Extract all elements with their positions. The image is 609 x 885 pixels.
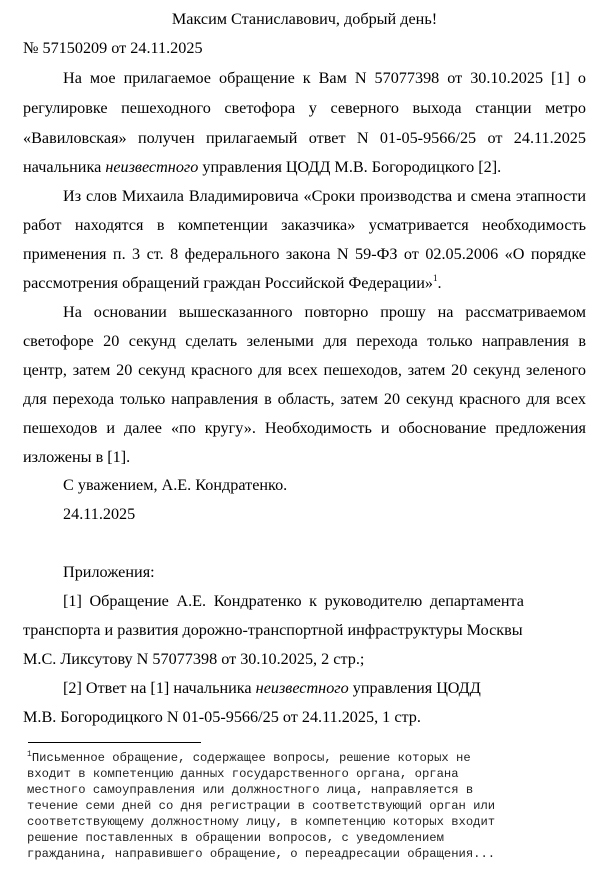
para1-italic-word: неизвестного xyxy=(105,158,199,176)
greeting: Максим Станиславович, добрый день! xyxy=(171,10,438,28)
footnote-line: соответствующему должностному лицу, в компетенцию которых входит xyxy=(27,815,496,829)
para2-line: Из слов Михаила Владимировича «Сроки производства и смена этапности xyxy=(63,187,586,205)
footnote-mark: 1 xyxy=(27,750,32,759)
para3-line: пешеходов и далее «по кругу». Необходимость и обоснование предложения xyxy=(23,419,586,437)
closing-signature: С уважением, А.Е. Кондратенко. xyxy=(63,476,288,494)
attachment-2-line xyxy=(63,678,481,698)
attachment-1-line: М.С. Ликсутову N 57077398 от 30.10.2025, 2 стр.; xyxy=(23,650,365,668)
para1-text: начальника xyxy=(23,158,106,176)
para3-line: для перехода только направления в область, затем 20 секунд красного для всех xyxy=(23,390,586,408)
footnote-line xyxy=(27,750,471,766)
attachment-2-text: [2] Ответ на [1] начальника xyxy=(63,679,256,697)
footnote-line: течение семи дней со дня регистрации в соответствующий орган или xyxy=(27,799,496,813)
para3-line: изложены в [1]. xyxy=(23,448,131,466)
attachment-2-text: управления ЦОДД xyxy=(348,679,481,697)
footnote-separator xyxy=(28,742,201,743)
footnote-line: решение поставленных в обращении вопросов, с уведомлением xyxy=(27,831,444,845)
footnote-line: гражданина, направившего обращение, о переадресации обращения... xyxy=(27,847,496,861)
para3-line: светофоре 20 секунд сделать зелеными для перехода только направления в xyxy=(23,332,586,350)
attachment-1-line: транспорта и развития дорожно-транспортной инфраструктуры Москвы xyxy=(23,621,523,639)
para1-text: управления ЦОДД М.В. Богородицкого [2]. xyxy=(198,158,502,176)
footnote-reference[interactable]: 1 xyxy=(433,273,438,283)
attachment-2-italic-word: неизвестного xyxy=(255,679,349,697)
reference-number: № 57150209 от 24.11.2025 xyxy=(23,39,203,57)
para2-line: работ находятся в компетенции заказчика» усматривается необходимость xyxy=(23,216,586,234)
para1-line: На мое прилагаемое обращение к Вам N 57077398 от 30.10.2025 [1] о xyxy=(63,69,586,87)
para3-line: На основании вышесказанного повторно прошу на рассматриваемом xyxy=(63,303,586,321)
para1-line: регулировке пешеходного светофора у северного выхода станции метро xyxy=(23,99,586,117)
attachment-2-line: М.В. Богородицкого N 01-05-9566/25 от 24.11.2025, 1 стр. xyxy=(23,708,421,726)
attachments-heading: Приложения: xyxy=(63,563,155,581)
para1-line: «Вавиловская» получен прилагаемый ответ N 01-05-9566/25 от 24.11.2025 xyxy=(23,129,586,147)
footnote-line: местного самоуправления или должностного лица, направляется в xyxy=(27,783,474,797)
attachment-1-line: [1] Обращение А.Е. Кондратенко к руководителю департамента xyxy=(63,592,524,610)
para3-line: центр, затем 20 секунд красного для всех пешеходов, затем 20 секунд зеленого xyxy=(23,361,586,379)
closing-date: 24.11.2025 xyxy=(63,505,136,523)
para1-line xyxy=(23,157,501,177)
para2-line: рассмотрения обращений граждан Российской Федерации»$^1$. xyxy=(23,273,442,292)
para2-line: применения п. 3 ст. 8 федерального закона N 59-ФЗ от 02.05.2006 «О порядке xyxy=(23,245,586,263)
footnote-text: Письменное обращение, содержащее вопросы, решение которых не xyxy=(31,751,471,765)
para2-text: рассмотрения обращений граждан Российской Федерации» xyxy=(23,274,434,292)
footnote-line: входит в компетенцию данных государственного органа, органа xyxy=(27,767,459,781)
